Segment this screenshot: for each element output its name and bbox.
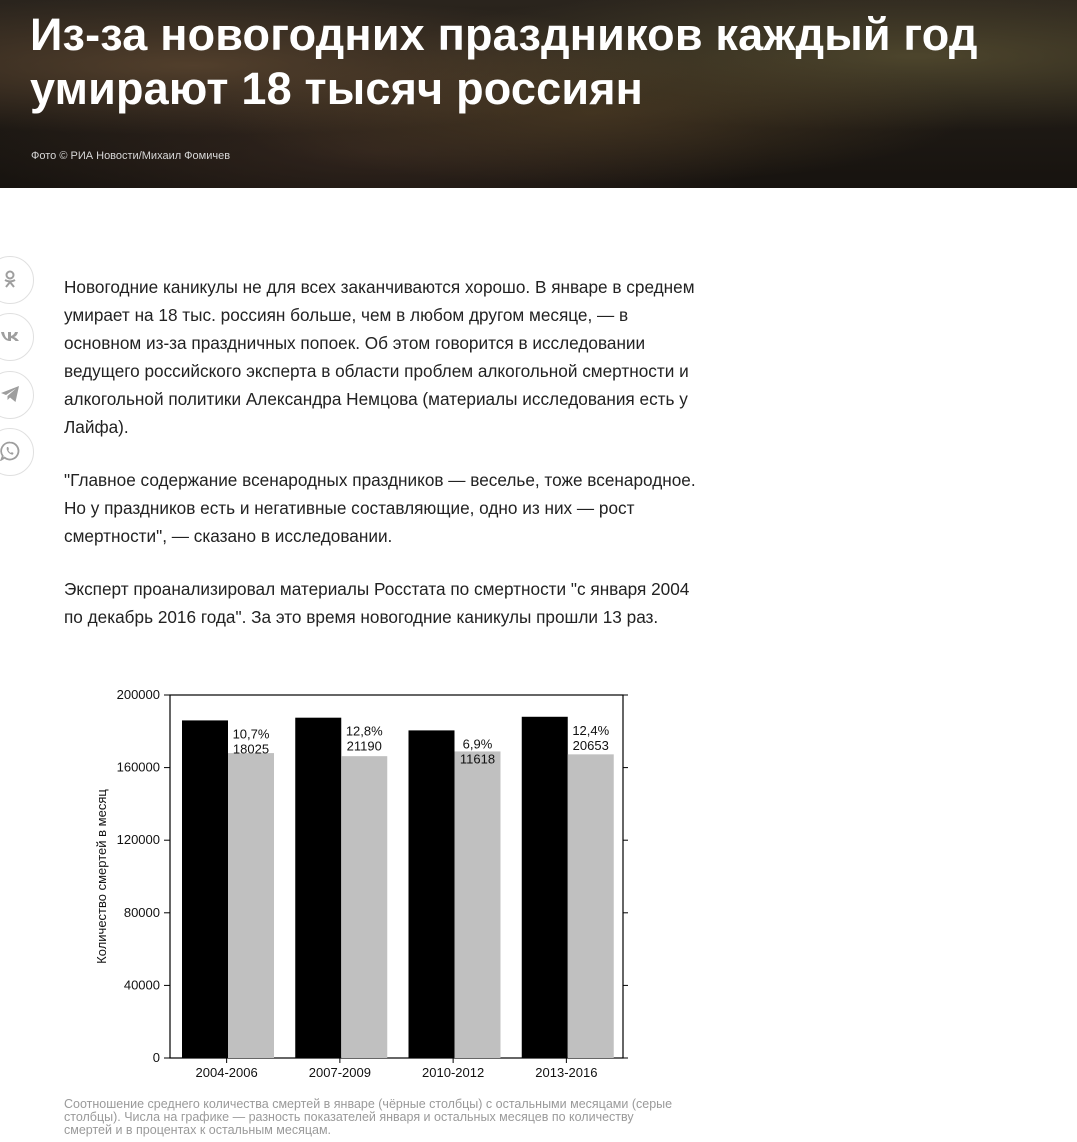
data-label-diff: 20653 [572,737,609,753]
article-body [64,273,704,656]
data-label-diff: 11618 [459,751,496,767]
page-title: Из-за новогодних праздников каждый год умирают 18 тысяч россиян [30,9,978,114]
article-paragraph: Эксперт проанализировал материалы Росстата по смертности "с января 2004 по декабрь 2016 года". За это время новогодние каникулы прошли 13 раз. [64,579,690,627]
share-whatsapp-button[interactable] [0,428,34,476]
bar-other-months [455,751,501,1058]
telegram-icon [0,384,20,404]
mortality-bar-chart [88,682,638,1080]
data-label-percent: 6,9% [462,736,493,752]
bar-january [295,718,341,1058]
data-label-diff: 21190 [346,738,382,754]
x-tick-label: 2013-2016 [535,1065,598,1080]
share-odnoklassniki-button[interactable] [0,256,34,304]
y-tick-label: 0 [152,1050,160,1065]
whatsapp-icon [0,441,20,461]
photo-credit: Фото © РИА Новости/Михаил Фомичев [31,150,231,162]
share-vk-button[interactable] [0,313,34,361]
odnoklassniki-icon [0,269,20,289]
bar-january [522,717,568,1058]
article-paragraph: "Главное содержание всенародных праздников — веселье, тоже всенародное. Но у праздников есть и негативные составляющие, одно из них — рост смертности", — сказано в исследовании. [64,470,696,546]
y-tick-label: 40000 [123,977,160,993]
y-tick-label: 200000 [116,687,160,702]
bar-other-months [568,754,614,1058]
article-paragraph: Новогодние каникулы не для всех заканчиваются хорошо. В январе в среднем умирает на 18 тыс. россиян больше, чем в любом другом месяце, — в основном из-за праздничных попоек. Об этом говорится в исследовании ведущего российского эксперта в области проблем алкогольной смертности и алкогольной политики Александра Немцова (материалы исследования есть у Лайфа). [64,277,695,437]
x-tick-label: 2004-2006 [195,1065,258,1080]
bar-january [409,730,455,1058]
bar-january [182,720,228,1058]
bar-other-months [341,756,387,1058]
x-tick-label: 2010-2012 [422,1065,485,1080]
data-label-percent: 12,4% [572,722,610,738]
x-tick-label: 2007-2009 [308,1065,371,1080]
y-tick-label: 120000 [116,832,160,848]
y-tick-label: 160000 [116,759,160,775]
data-label-percent: 12,8% [345,723,383,739]
data-label-percent: 10,7% [232,726,270,742]
hero-banner [0,0,1077,188]
data-label-diff: 18025 [232,741,270,757]
y-tick-label: 80000 [123,904,160,920]
bar-other-months [228,753,274,1058]
chart-caption: Соотношение среднего количества смертей в январе (чёрные столбцы) с остальными месяцами (серые столбцы). Числа на графике — разность показателей января и остальных месяцев по количеству смертей и в процентах к остальным месяцам. [64,1097,673,1137]
y-axis-label: Количество смертей в месяц [94,789,109,964]
vk-icon [0,326,20,346]
share-telegram-button[interactable] [0,371,34,419]
